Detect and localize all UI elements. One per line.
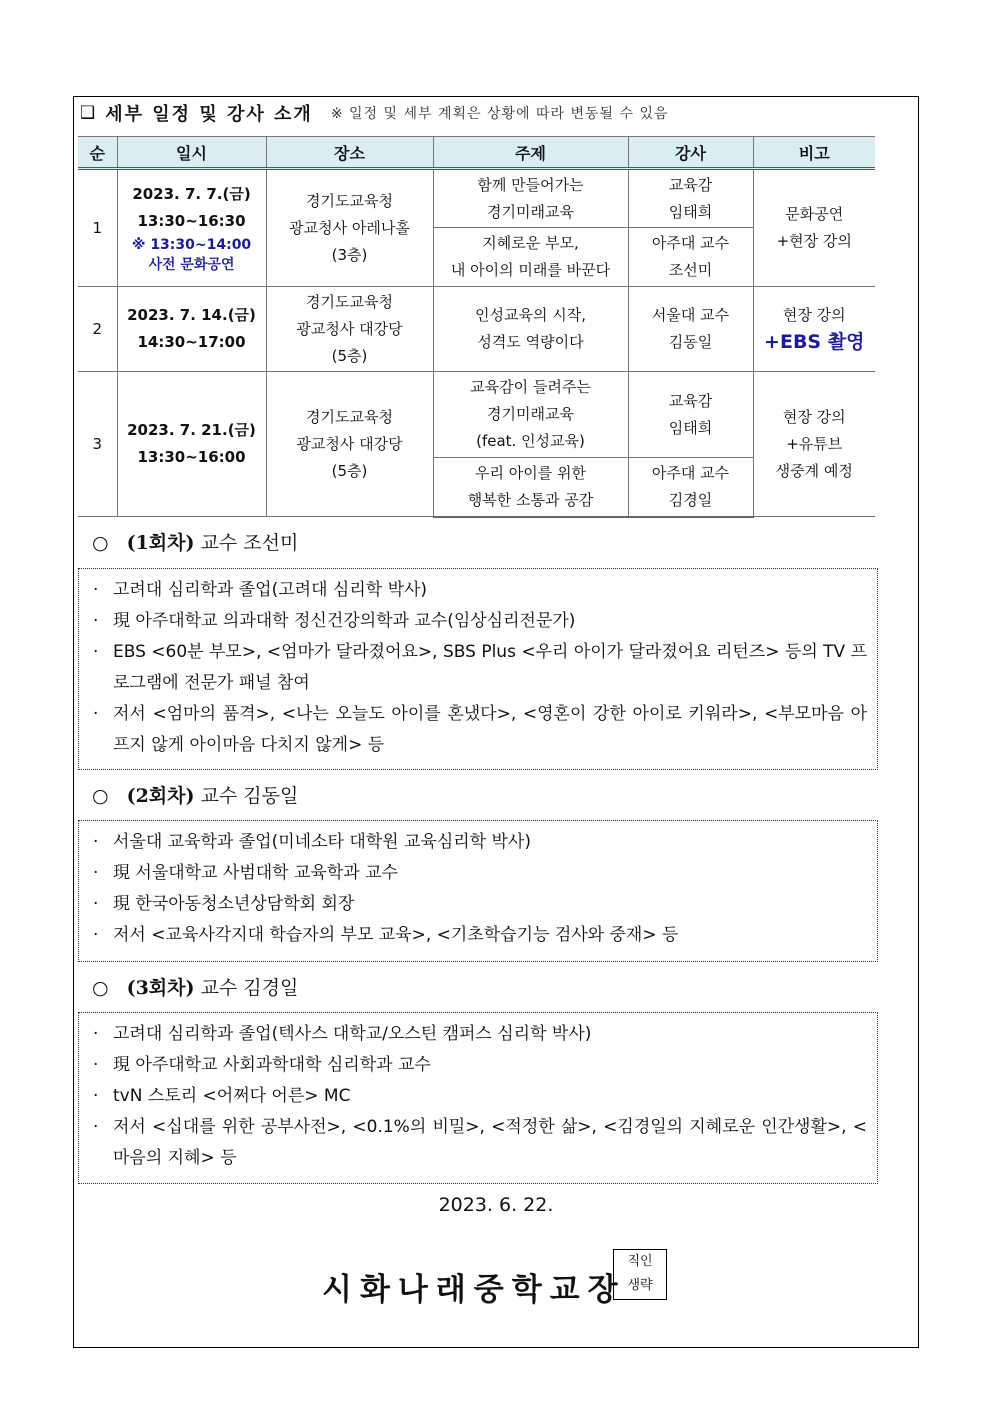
pre-event-label: 사전 문화공연 [148, 257, 235, 273]
pre-event-time: ※ 13:30~14:00 [131, 237, 252, 253]
session-number: 2 [78, 287, 117, 372]
topic-cell [433, 228, 628, 287]
time-text: 13:30~16:30 [137, 212, 246, 230]
dot-bullet-icon: · [93, 894, 99, 914]
principal-signature: 시화나래중학교장 [322, 1272, 626, 1308]
list-item [93, 606, 867, 637]
table-row [78, 169, 875, 228]
dot-bullet-icon: · [93, 832, 99, 852]
schedule-table [78, 136, 875, 518]
topic-line: 행복한 소통과 공감 [467, 490, 594, 509]
bio-text: 고려대 심리학과 졸업(텍사스 대학교/오스틴 캠퍼스 심리학 박사) [113, 1024, 592, 1044]
topic-cell [433, 287, 628, 372]
bio-text: EBS <60분 부모>, <엄마가 달라졌어요>, SBS Plus <우리 아이가 달라졌어요 리턴즈> 등의 TV 프로그램에 전문가 패널 참여 [113, 642, 868, 693]
col-header: 일시 [117, 137, 266, 169]
speaker-bio-box [78, 568, 878, 770]
topic-line: (feat. 인성교육) [476, 432, 585, 450]
place-line: 경기도교육청 [306, 292, 393, 311]
speaker-cell [628, 228, 753, 287]
bio-text: 現 한국아동청소년상담학회 회장 [113, 894, 355, 914]
section-header [80, 98, 669, 128]
session-place [266, 372, 433, 517]
session-label: (3회차) [126, 977, 195, 999]
stamp-line: 직인 [627, 1254, 653, 1269]
place-line: 광교청사 대강당 [296, 434, 403, 453]
topic-line: 교육감이 들려주는 [470, 378, 591, 396]
speaker-name: 김경일 [668, 490, 713, 509]
topic-line: 우리 아이를 위한 [475, 463, 586, 482]
dot-bullet-icon: · [93, 642, 99, 662]
list-item [93, 858, 867, 889]
topic-cell [433, 458, 628, 517]
list-item [93, 1050, 867, 1081]
seal-omitted-stamp [613, 1249, 667, 1300]
place-line: 광교청사 대강당 [296, 319, 403, 338]
speaker-cell [628, 287, 753, 372]
speaker-name: 조선미 [668, 261, 713, 279]
speaker-name: 임태희 [668, 418, 713, 437]
document-date: 2023. 6. 22. [438, 1194, 554, 1216]
dot-bullet-icon: · [93, 580, 99, 600]
speaker-title: 서울대 교수 [651, 306, 730, 324]
dot-bullet-icon: · [93, 704, 99, 724]
dot-bullet-icon: · [93, 1117, 99, 1137]
speaker-cell [628, 372, 753, 458]
speaker-cell [628, 169, 753, 228]
dot-bullet-icon: · [93, 1055, 99, 1075]
place-line: (5층) [331, 461, 368, 480]
circle-bullet-icon: ○ [92, 785, 109, 807]
topic-cell [433, 372, 628, 458]
col-header: 순 [78, 137, 117, 169]
place-line: (3층) [331, 245, 368, 264]
date-text: 2023. 7. 21.(금) [127, 421, 256, 439]
col-header: 강사 [628, 137, 753, 169]
list-item [93, 920, 867, 951]
remark-cell [753, 287, 875, 372]
remark-line: 문화공연 [785, 205, 844, 223]
time-text: 13:30~16:00 [137, 448, 246, 466]
topic-cell [433, 169, 628, 228]
remark-line: 현장 강의 [782, 306, 846, 324]
date-text: 2023. 7. 14.(금) [127, 306, 256, 324]
remark-cell [753, 372, 875, 517]
place-line: (5층) [331, 346, 368, 365]
topic-line: 함께 만들어가는 [477, 175, 584, 194]
table-row [78, 287, 875, 372]
topic-line: 내 아이의 미래를 바꾼다 [450, 261, 611, 279]
speaker-section-heading [92, 528, 298, 555]
speaker-section-heading [92, 781, 298, 808]
list-item [93, 575, 867, 606]
remark-line: 생중계 예정 [775, 461, 853, 480]
bio-text: 現 아주대학교 의과대학 정신건강의학과 교수(임상심리전문가) [113, 611, 576, 631]
speaker-name: 임태희 [668, 202, 713, 221]
bio-text: 고려대 심리학과 졸업(고려대 심리학 박사) [113, 580, 428, 600]
dot-bullet-icon: · [93, 1086, 99, 1106]
dot-bullet-icon: · [93, 863, 99, 883]
topic-line: 경기미래교육 [487, 202, 574, 221]
table-header-row [78, 137, 875, 169]
bio-text: 現 아주대학교 사회과학대학 심리학과 교수 [113, 1055, 431, 1075]
session-number: 3 [78, 372, 117, 517]
session-place [266, 287, 433, 372]
bio-text: 現 서울대학교 사범대학 교육학과 교수 [113, 863, 398, 883]
topic-line: 성격도 역량이다 [477, 333, 584, 351]
ebs-filming-label: +EBS 촬영 [764, 331, 865, 353]
speaker-section-heading [92, 973, 298, 1000]
col-header: 주제 [433, 137, 628, 169]
speaker-name: 교수 조선미 [200, 532, 299, 554]
remark-line: +유튜브 [786, 434, 843, 453]
remark-line: 현장 강의 [782, 407, 846, 426]
session-datetime [117, 372, 266, 517]
topic-line: 지혜로운 부모, [482, 234, 579, 252]
speaker-bio-box [78, 820, 878, 962]
session-label: (1회차) [126, 532, 195, 554]
stamp-line: 생략 [627, 1278, 653, 1293]
place-line: 경기도교육청 [306, 407, 393, 426]
speaker-title: 아주대 교수 [651, 463, 730, 482]
speaker-name: 교수 김동일 [200, 785, 299, 807]
time-text: 14:30~17:00 [137, 333, 246, 351]
circle-bullet-icon: ○ [92, 977, 109, 999]
speaker-title: 아주대 교수 [651, 234, 730, 252]
remark-cell [753, 169, 875, 287]
bio-text: 저서 <십대를 위한 공부사전>, <0.1%의 비밀>, <적정한 삶>, <김경일의 지혜로운 인간생활>, <마음의 지혜> 등 [113, 1117, 867, 1168]
table-row [78, 372, 875, 458]
schedule-note: ※ 일정 및 세부 계획은 상황에 따라 변동될 수 있음 [330, 106, 669, 122]
list-item [93, 699, 867, 761]
bio-text: tvN 스토리 <어쩌다 어른> MC [113, 1086, 351, 1106]
col-header: 장소 [266, 137, 433, 169]
dot-bullet-icon: · [93, 611, 99, 631]
speaker-title: 교육감 [668, 391, 713, 410]
col-header: 비고 [753, 137, 875, 169]
list-item [93, 827, 867, 858]
bio-text: 저서 <엄마의 품격>, <나는 오늘도 아이를 혼냈다>, <영혼이 강한 아이로 키워라>, <부모마음 아프지 않게 아이마음 다치지 않게> 등 [113, 704, 867, 755]
session-place [266, 169, 433, 287]
dot-bullet-icon: · [93, 1024, 99, 1044]
session-datetime [117, 169, 266, 287]
list-item [93, 1112, 867, 1174]
list-item [93, 889, 867, 920]
bio-text: 저서 <교육사각지대 학습자의 부모 교육>, <기초학습기능 검사와 중재> 등 [113, 925, 679, 945]
dot-bullet-icon: · [93, 925, 99, 945]
bio-text: 서울대 교육학과 졸업(미네소타 대학원 교육심리학 박사) [113, 832, 531, 852]
list-item [93, 1019, 867, 1050]
session-label: (2회차) [126, 785, 195, 807]
place-line: 광교청사 아레나홀 [289, 218, 410, 237]
speaker-cell [628, 458, 753, 517]
list-item [93, 637, 867, 699]
remark-line: +현장 강의 [776, 232, 852, 250]
list-item [93, 1081, 867, 1112]
date-text: 2023. 7. 7.(금) [132, 185, 251, 203]
speaker-name: 교수 김경일 [200, 977, 299, 999]
session-number: 1 [78, 169, 117, 287]
place-line: 경기도교육청 [306, 191, 393, 210]
topic-line: 인성교육의 시작, [475, 306, 586, 324]
circle-bullet-icon: ○ [92, 532, 109, 554]
topic-line: 경기미래교육 [487, 405, 574, 423]
speaker-name: 김동일 [668, 333, 713, 351]
speaker-bio-box [78, 1012, 878, 1184]
checkbox-square-icon: ❑ [80, 103, 96, 123]
speaker-title: 교육감 [668, 175, 713, 194]
section-title: 세부 일정 및 강사 소개 [105, 104, 313, 125]
session-datetime [117, 287, 266, 372]
